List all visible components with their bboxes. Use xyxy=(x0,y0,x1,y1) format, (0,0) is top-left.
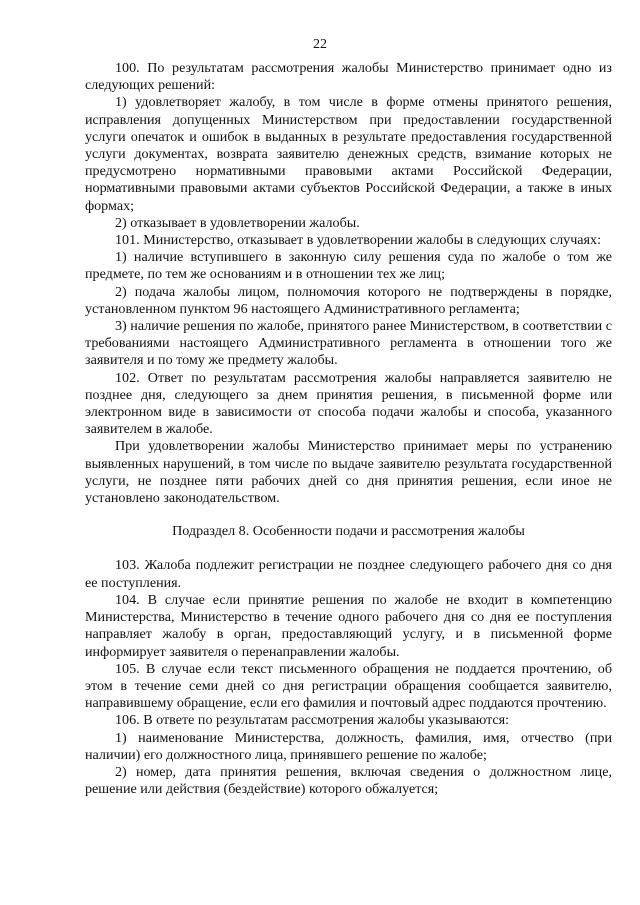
paragraph-101-item-2: 2) подача жалобы лицом, полномочия которого не подтверждены в порядке, установленном пунктом 96 настоящего Административного регламента; xyxy=(85,283,612,317)
paragraph-100: 100. По результатам рассмотрения жалобы Министерство принимает одно из следующих решений: xyxy=(85,60,612,94)
document-body xyxy=(85,60,612,798)
page-number: 22 xyxy=(313,37,327,52)
paragraph-101: 101. Министерство, отказывает в удовлетворении жалобы в следующих случаях: xyxy=(115,232,601,249)
paragraph-101-item-3: 3) наличие решения по жалобе, принятого ранее Министерством, в соответствии с требованиями настоящего Административного регламента в отношении того же заявителя и по тому же предмету жалобы. xyxy=(85,318,612,369)
subsection-heading: Подраздел 8. Особенности подачи и рассмотрения жалобы xyxy=(172,523,525,540)
paragraph-103: 103. Жалоба подлежит регистрации не позднее следующего рабочего дня со дня ее поступления. xyxy=(85,557,612,591)
paragraph-102: 102. Ответ по результатам рассмотрения жалобы направляется заявителю не позднее дня, следующего за днем принятия решения, в письменной форме или электронном виде в зависимости от способа подачи жалобы и способа, указанного заявителем в жалобе. xyxy=(85,369,612,438)
paragraph-100-item-2: 2) отказывает в удовлетворении жалобы. xyxy=(115,214,360,231)
paragraph-100-item-1: 1) удовлетворяет жалобу, в том числе в форме отмены принятого решения, исправления допущенных Министерством при предоставлении государственной услуги опечаток и ошибок в выданных в результате предоставления государственной услуги документах, возврата заявителю денежных средств, взимание которых не предусмотрено нормативными правовыми актами Российской Федерации, нормативными правовыми актами субъектов Российской Федерации, а также в иных формах; xyxy=(85,94,612,214)
paragraph-106: 106. В ответе по результатам рассмотрения жалобы указываются: xyxy=(115,712,510,729)
paragraph-101-item-1: 1) наличие вступившего в законную силу решения суда по жалобе о том же предмете, по тем же основаниям и в отношении тех же лиц; xyxy=(85,249,612,283)
paragraph-106-item-1: 1) наименование Министерства, должность, фамилия, имя, отчество (при наличии) его должностного лица, принявшего решение по жалобе; xyxy=(85,729,612,763)
paragraph-106-item-2: 2) номер, дата принятия решения, включая сведения о должностном лице, решение или действия (бездействие) которого обжалуется; xyxy=(85,763,612,798)
paragraph-105: 105. В случае если текст письменного обращения не поддается прочтению, об этом в течение семи дней со дня регистрации обращения сообщается заявителю, направившему обращение, если его фамилия и почтовый адрес поддаются прочтению. xyxy=(85,660,612,712)
paragraph-104: 104. В случае если принятие решения по жалобе не входит в компетенцию Министерства, Министерство в течение одного рабочего дня со дня ее поступления направляет жалобу в орган, предоставляющий услугу, и в письменной форме информирует заявителя о перенаправлении жалобы. xyxy=(85,591,612,660)
paragraph-102-continued: При удовлетворении жалобы Министерство принимает меры по устранению выявленных нарушений, в том числе по выдаче заявителю результата государственной услуги, не позднее пяти рабочих дней со дня принятия решения, если иное не установлено законодательством. xyxy=(85,438,612,507)
